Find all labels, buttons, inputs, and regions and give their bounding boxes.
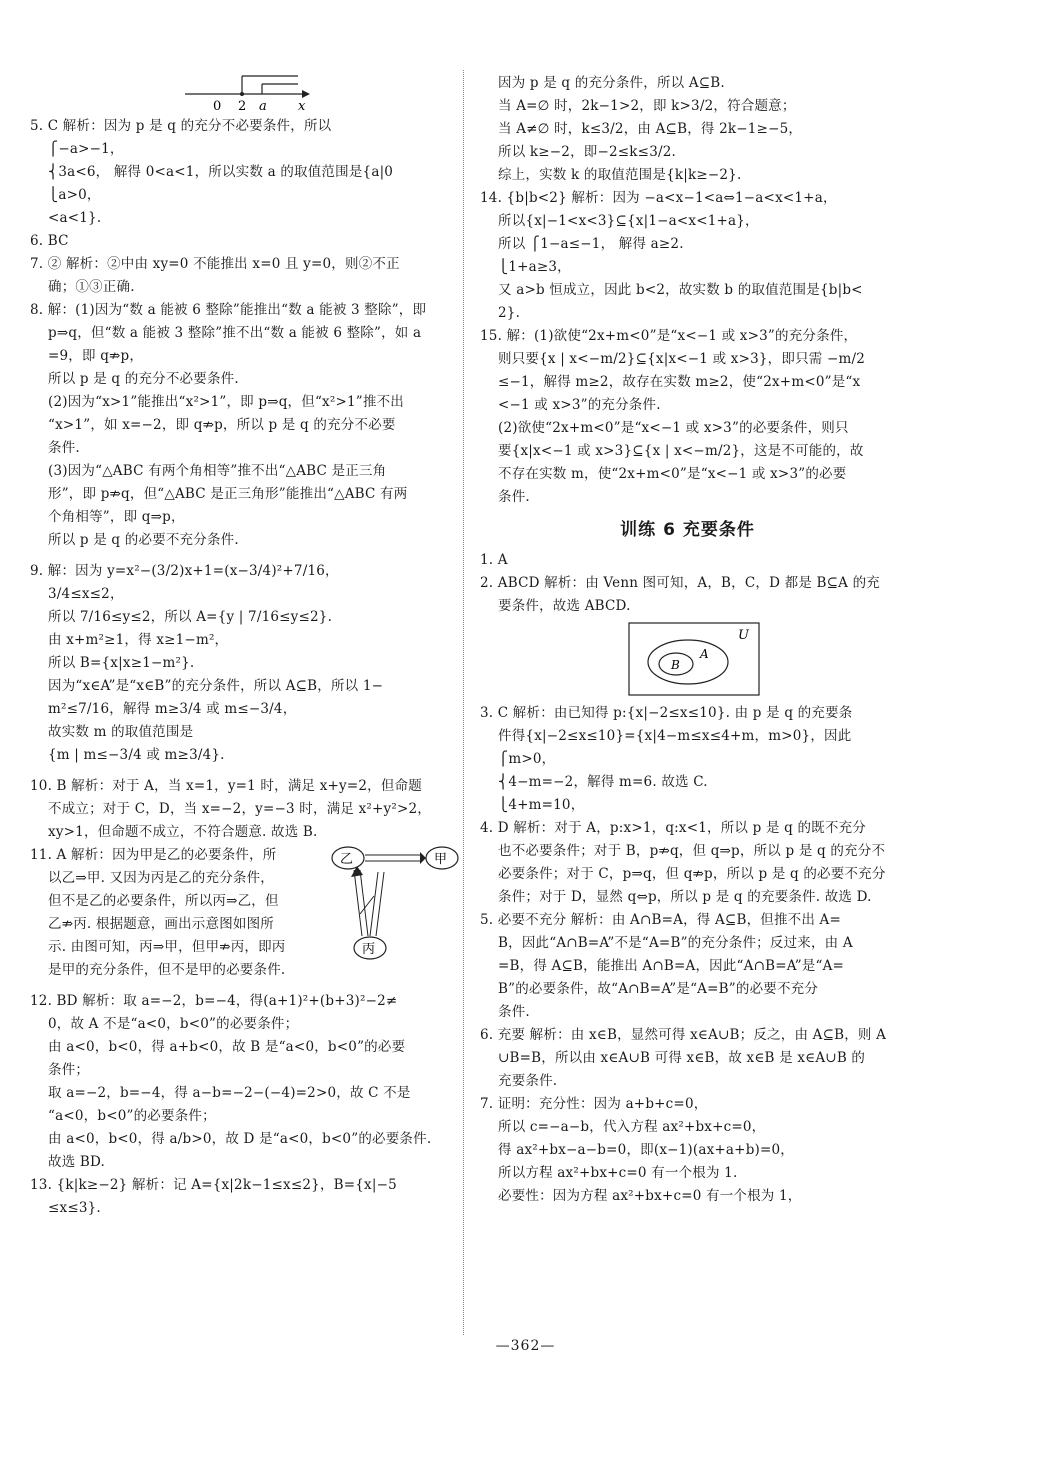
text-line: ∪B=B，所以由 x∈A∪B 可得 x∈B，故 x∈B 是 x∈A∪B 的 [498, 1050, 866, 1066]
text-line: ≤x≤3}. [48, 1200, 101, 1216]
text-line: 条件. [48, 440, 80, 456]
text-line: 所以 ⎧1−a≤−1， 解得 a≥2. [498, 236, 684, 252]
text-line: 所以方程 ax²+bx+c=0 有一个根为 1. [498, 1165, 738, 1181]
text-line: 示. 由图可知，丙⇒甲，但甲⇏丙，即丙 [48, 939, 286, 955]
text-line: ⎧−a>−1， [48, 141, 124, 157]
text-line: xy>1，但命题不成立，不符合题意. 故选 B. [48, 824, 318, 840]
text-line: m²≤7/16，解得 m≥3/4 或 m≤−3/4， [48, 701, 297, 717]
text-line: (2)欲使“2x+m<0”是“x<−1 或 x>3”的必要条件，则只 [498, 420, 849, 436]
text-line: 所以 k≥−2，即−2≤k≤3/2. [498, 144, 677, 160]
text-line: B”的必要条件，故“A∩B=A”是“A=B”的必要不充分 [498, 981, 819, 997]
text-line: 6. 充要 解析：由 x∈B，显然可得 x∈A∪B；反之，由 A⊆B，则 A [480, 1027, 887, 1043]
numberline-label-2: 2 [238, 99, 247, 114]
text-line: =B，得 A⊆B，能推出 A∩B=A，因此“A∩B=A”是“A= [498, 958, 845, 974]
text-line: 2}. [498, 305, 521, 321]
text-line: 1. A [480, 552, 508, 568]
text-line: 3/4≤x≤2， [48, 586, 124, 602]
text-line: 由 a<0，b<0，得 a+b<0，故 B 是“a<0，b<0”的必要 [48, 1039, 406, 1055]
text-line: <a<1}. [48, 210, 102, 226]
text-line: ⎩1+a≥3， [498, 259, 571, 275]
text-line: 5. 必要不充分 解析：由 A∩B=A，得 A⊆B，但推不出 A= [480, 912, 842, 928]
problem-11-block [30, 844, 455, 982]
text-line: 又 a>b 恒成立，因此 b<2，故实数 b 的取值范围是{b|b< [498, 282, 863, 298]
text-line: 当 A≠∅ 时，k≤3/2，由 A⊆B，得 2k−1≥−5， [498, 121, 803, 137]
text-line: 取 a=−2，b=−4，得 a−b=−2−(−4)=2>0，故 C 不是 [48, 1085, 411, 1101]
text-line: 2. ABCD 解析：由 Venn 图可知，A，B，C，D 都是 B⊆A 的充 [480, 575, 880, 591]
text-line: 也不必要条件；对于 B，p⇏q，但 q⇒p，所以 p 是 q 的充分不 [498, 843, 886, 859]
venn-diagram-container [480, 618, 895, 702]
text-line: 10. B 解析：对于 A，当 x=1，y=1 时，满足 x+y=2，但命题 [30, 778, 422, 794]
text-line: 14. {b|b<2} 解析：因为 −a<x−1<a⇔1−a<x<1+a， [480, 190, 837, 206]
text-line: =9，即 q⇏p， [48, 348, 144, 364]
text-line: B，因此“A∩B=A”不是“A=B”的充分条件；反过来，由 A [498, 935, 853, 951]
text-line: 由 x+m²≥1，得 x≥1−m²， [48, 632, 229, 648]
text-line: “a<0，b<0”的必要条件； [48, 1108, 216, 1124]
text-line: 条件. [498, 489, 530, 505]
numberline-label-a: a [259, 99, 267, 114]
text-line: “x>1”，如 x=−2，即 q⇏p，所以 p 是 q 的充分不必要 [48, 417, 396, 433]
text-line: 形”，即 p⇏q，但“△ABC 是正三角形”能推出“△ABC 有两 [48, 486, 408, 502]
text-line: ⎨4−m=−2，解得 m=6. 故选 C. [498, 774, 708, 790]
diagram-label-bing: 丙 [362, 942, 376, 957]
venn-diagram [628, 622, 762, 698]
text-line: 因为 p 是 q 的充分条件，所以 A⊆B. [498, 75, 725, 91]
text-line: 当 A=∅ 时，2k−1>2，即 k>3/2，符合题意； [498, 98, 796, 114]
text-line: 故选 BD. [48, 1154, 106, 1170]
text-line: 6. BC [30, 233, 69, 249]
text-line: 由 a<0，b<0，得 a/b>0，故 D 是“a<0，b<0”的必要条件. [48, 1131, 432, 1147]
text-line: 不存在实数 m，使“2x+m<0”是“x<−1 或 x>3”的必要 [498, 466, 847, 482]
text-line: 则只要{x | x<−m/2}⊆{x|x<−1 或 x>3}，即只需 −m/2 [498, 351, 866, 367]
text-line: 故实数 m 的取值范围是 [48, 724, 194, 740]
text-line: 11. A 解析：因为甲是乙的必要条件，所 [30, 847, 277, 863]
column-divider [463, 70, 464, 1335]
text-line: 所以{x|−1<x<3}⊆{x|1−a<x<1+a}， [498, 213, 759, 229]
text-line: (3)因为“△ABC 有两个角相等”推不出“△ABC 是正三角 [48, 463, 387, 479]
text-line: ⎨3a<6， 解得 0<a<1，所以实数 a 的取值范围是{a|0 [48, 164, 394, 180]
text-line: 但不是乙的必要条件，所以丙⇒乙，但 [48, 893, 279, 909]
implication-diagram [330, 844, 460, 962]
text-line: 条件； [48, 1062, 90, 1078]
diagram-label-yi: 乙 [340, 852, 354, 867]
text-line: 7. ② 解析：②中由 xy=0 不能推出 x=0 且 y=0，则②不正 [30, 256, 400, 272]
text-line: <−1 或 x>3”的充分条件. [498, 397, 661, 413]
text-line: 以乙⇒甲. 又因为丙是乙的充分条件， [48, 870, 274, 886]
text-line: 必要条件；对于 C，p⇒q，但 q⇏p，所以 p 是 q 的必要不充分 [498, 866, 886, 882]
text-line: 15. 解：(1)欲使“2x+m<0”是“x<−1 或 x>3”的充分条件， [480, 328, 858, 344]
text-line: 要{x|x<−1 或 x>3}⊆{x | x<−m/2}，这是不可能的，故 [498, 443, 864, 459]
section-title: 训练 6 充要条件 [620, 520, 755, 540]
text-line: 充要条件. [498, 1073, 558, 1089]
text-line: 乙⇏丙. 根据题意，画出示意图如图所 [48, 916, 274, 932]
text-line: 8. 解：(1)因为“数 a 能被 6 整除”能推出“数 a 能被 3 整除”，即 [30, 302, 427, 318]
text-line: p⇒q，但“数 a 能被 3 整除”推不出“数 a 能被 6 整除”，如 a [48, 325, 422, 341]
text-line: 不成立；对于 C，D，当 x=−2，y=−3 时，满足 x²+y²>2， [48, 801, 431, 817]
text-line: ≤−1，解得 m≥2，故存在实数 m≥2，使“2x+m<0”是“x [498, 374, 861, 390]
right-column [480, 72, 895, 1208]
text-line: ⎩4+m=10， [498, 797, 585, 813]
number-line-figure [180, 72, 320, 114]
text-line: 7. 证明：充分性：因为 a+b+c=0， [480, 1096, 708, 1112]
text-line: 条件；对于 D，显然 q⇔p，所以 p 是 q 的充要条件. 故选 D. [498, 889, 872, 905]
text-line: 得 ax²+bx−a−b=0，即(x−1)(ax+a+b)=0， [498, 1142, 795, 1158]
page-number: —362— [495, 1338, 556, 1354]
text-line: 件得{x|−2≤x≤10}={x|4−m≤x≤4+m，m>0}，因此 [498, 728, 852, 744]
text-line: 所以 p 是 q 的充分不必要条件. [48, 371, 239, 387]
text-line: 所以 B={x|x≥1−m²}. [48, 655, 195, 671]
text-line: 4. D 解析：对于 A，p:x>1，q:x<1，所以 p 是 q 的既不充分 [480, 820, 866, 836]
text-line: ⎧m>0， [498, 751, 556, 767]
text-line: 必要性：因为方程 ax²+bx+c=0 有一个根为 1， [498, 1188, 802, 1204]
text-line: 9. 解：因为 y=x²−(3/2)x+1=(x−3/4)²+7/16， [30, 563, 339, 579]
text-line: 所以 c=−a−b，代入方程 ax²+bx+c=0， [498, 1119, 766, 1135]
text-line: 要条件，故选 ABCD. [498, 598, 631, 614]
text-line: 所以 7/16≤y≤2，所以 A={y | 7/16≤y≤2}. [48, 609, 333, 625]
text-line: 5. C 解析：因为 p 是 q 的充分不必要条件，所以 [30, 118, 332, 134]
left-column [30, 115, 455, 1220]
text-line: ⎩a>0， [48, 187, 101, 203]
text-line: 0，故 A 不是“a<0，b<0”的必要条件； [48, 1016, 299, 1032]
diagram-label-jia: 甲 [434, 852, 448, 867]
text-line: 因为“x∈A”是“x∈B”的充分条件，所以 A⊆B，所以 1− [48, 678, 384, 694]
text-line: {m | m≤−3/4 或 m≥3/4}. [48, 747, 225, 763]
numberline-label-x: x [298, 99, 306, 114]
text-line: 12. BD 解析：取 a=−2，b=−4，得(a+1)²+(b+3)²−2≠ [30, 993, 398, 1009]
venn-label-b: B [671, 658, 680, 672]
text-line: 所以 p 是 q 的必要不充分条件. [48, 532, 239, 548]
text-line: 3. C 解析：由已知得 p:{x|−2≤x≤10}. 由 p 是 q 的充要条 [480, 705, 853, 721]
text-line: 13. {k|k≥−2} 解析：记 A={x|2k−1≤x≤2}，B={x|−5 [30, 1177, 397, 1193]
text-line: 确；①③正确. [48, 279, 135, 295]
text-line: (2)因为“x>1”能推出“x²>1”，即 p⇒q，但“x²>1”推不出 [48, 394, 404, 410]
text-line: 个角相等”，即 q⇒p， [48, 509, 185, 525]
text-line: 综上，实数 k 的取值范围是{k|k≥−2}. [498, 167, 742, 183]
numberline-label-0: 0 [213, 99, 222, 114]
venn-label-a: A [700, 647, 709, 661]
text-line: 是甲的充分条件，但不是甲的必要条件. [48, 962, 286, 978]
venn-label-u: U [738, 628, 749, 643]
text-line: 条件. [498, 1004, 530, 1020]
